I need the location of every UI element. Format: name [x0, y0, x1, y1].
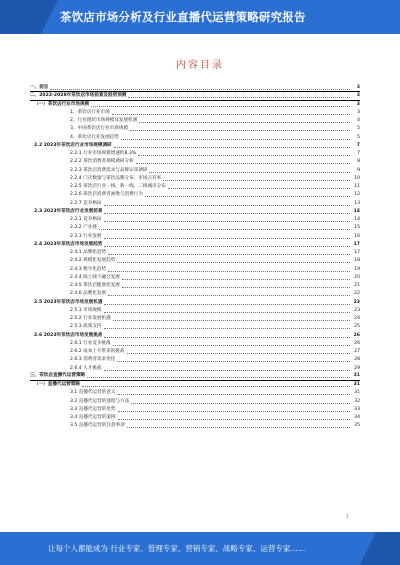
- toc-entry-title: 2.4.3 数字化趋势: [70, 266, 107, 272]
- toc-entry-page: 21: [354, 283, 360, 288]
- toc-entry-title: 2.3.1 竞争格局: [70, 217, 102, 222]
- toc-entry[interactable]: [30, 101, 360, 109]
- toc-entry[interactable]: [30, 340, 360, 348]
- toc-entry-title: 3.1 直播代运营的意义: [70, 390, 116, 396]
- toc-leader-dots: [108, 268, 350, 272]
- toc-entry[interactable]: [30, 158, 360, 166]
- toc-entry-title: 2.5.3 政策支持: [70, 324, 102, 330]
- toc-entry-title: 2.3.2 产业链: [70, 225, 97, 231]
- toc-entry-page: 17: [353, 241, 360, 247]
- toc-leader-dots: [121, 136, 350, 140]
- toc-entry-title: 2.5 2023年茶饮店市场发展机遇: [34, 299, 103, 305]
- toc-entry[interactable]: [30, 332, 360, 340]
- toc-entry[interactable]: [30, 175, 360, 183]
- toc-entry[interactable]: [30, 381, 360, 389]
- toc-leader-dots: [82, 383, 350, 387]
- toc-entry-page: 31: [353, 373, 360, 379]
- toc-entry-title: 2.2.1 行业市场规模增速约8.3%: [70, 151, 137, 156]
- toc-entry[interactable]: [30, 241, 360, 249]
- toc-leader-dots: [104, 210, 350, 214]
- toc-leader-dots: [108, 292, 350, 296]
- toc-leader-dots: [50, 86, 350, 90]
- toc-entry-page: 23: [353, 299, 360, 305]
- toc-leader-dots: [122, 276, 350, 280]
- toc-entry-title: 3.4 直播代运营的案例: [70, 415, 116, 420]
- toc-entry-title: 一、前言: [30, 84, 49, 90]
- toc-entry-title: 2.2.2 茶饮消费者规模调研分析: [70, 159, 134, 165]
- toc-entry-page: 26: [354, 340, 360, 346]
- header-accent: [0, 0, 58, 34]
- toc-entry-title: 2.2.4 门店数量与茶饮品牌分布，市场占有率: [70, 175, 162, 181]
- toc-entry-title: 2.3.3 行业发展: [70, 233, 102, 239]
- toc-entry-page: 26: [353, 332, 360, 338]
- toc-entry[interactable]: [30, 249, 360, 257]
- toc-entry-page: 3: [356, 92, 360, 98]
- footer-bar: [0, 532, 400, 565]
- toc-entry-page: 31: [353, 382, 360, 387]
- toc-entry-page: 24: [354, 316, 360, 321]
- toc-entry[interactable]: [30, 224, 360, 232]
- toc-leader-dots: [122, 284, 350, 288]
- toc-leader-dots: [118, 416, 350, 420]
- toc-leader-dots: [145, 193, 350, 197]
- toc-entry-page: 16: [354, 233, 360, 239]
- toc-leader-dots: [139, 119, 350, 123]
- toc-entry[interactable]: [30, 414, 360, 422]
- toc-entry-title: 三、茶饮店直播代运营策略: [30, 373, 86, 379]
- toc-entry[interactable]: [30, 398, 360, 406]
- toc-entry-page: 28: [354, 357, 360, 363]
- toc-leader-dots: [163, 177, 350, 181]
- toc-entry-page: 10: [354, 175, 360, 181]
- toc-entry[interactable]: [30, 373, 360, 381]
- toc-entry[interactable]: [30, 183, 360, 191]
- toc-entry-page: 15: [354, 225, 360, 231]
- toc-leader-dots: [104, 367, 350, 371]
- toc-leader-dots: [99, 226, 350, 230]
- toc-entry[interactable]: [30, 191, 360, 199]
- toc-entry-title: 2.4.4 线上线下融合发展: [70, 274, 120, 280]
- toc-entry-page: 3: [356, 84, 360, 90]
- toc-leader-dots: [118, 391, 350, 395]
- toc-leader-dots: [149, 169, 350, 173]
- toc-entry[interactable]: [30, 134, 360, 142]
- toc-leader-dots: [87, 374, 350, 378]
- toc-entry-page: 33: [354, 406, 360, 412]
- toc-entry-title: 2.5.2 行业发展机遇: [70, 316, 111, 321]
- toc-entry[interactable]: [30, 266, 360, 274]
- toc-entry-title: 二、2023-2028年茶饮店市场前景及趋势预测: [30, 92, 127, 98]
- toc-leader-dots: [113, 342, 350, 346]
- toc-entry-title: （一）茶饮店行业市场规模: [34, 101, 90, 107]
- toc-leader-dots: [112, 111, 350, 115]
- toc-entry-page: 14: [353, 208, 360, 214]
- toc-entry-title: 2.6.1 行业竞争挑战: [70, 340, 111, 346]
- toc-entry-page: 19: [354, 266, 360, 272]
- toc-leader-dots: [104, 202, 350, 206]
- toc-leader-dots: [104, 325, 350, 329]
- toc-entry-page: 14: [354, 217, 360, 222]
- toc-leader-dots: [128, 94, 350, 98]
- toc-entry-page: 9: [357, 167, 360, 173]
- toc-entry[interactable]: [30, 125, 360, 133]
- toc-entry-title: 2.2.3 茶饮店消费需求与品牌认知调研: [70, 167, 148, 173]
- toc-entry-title: 2.4.5 茶饮店健康化发展: [70, 283, 120, 288]
- toc-leader-dots: [138, 152, 350, 156]
- toc-entry-page: 27: [354, 349, 360, 354]
- toc-leader-dots: [104, 301, 350, 305]
- toc-entry[interactable]: [30, 356, 360, 364]
- toc-leader-dots: [104, 243, 350, 247]
- toc-entry-title: 2.6.3 消费者需求变化: [70, 357, 116, 363]
- toc-entry-page: 17: [354, 250, 360, 255]
- toc-leader-dots: [113, 317, 350, 321]
- toc-entry[interactable]: [30, 142, 360, 150]
- toc-entry-title: 3.5 直播代运营的注意事项: [70, 423, 125, 429]
- toc-entry-title: 1、茶饮店行业市场: [70, 109, 110, 115]
- toc-leader-dots: [104, 309, 350, 313]
- toc-entry-page: 22: [354, 291, 360, 297]
- toc-entry[interactable]: [30, 150, 360, 158]
- toc-entry-page: 5: [357, 134, 360, 140]
- toc-leader-dots: [91, 103, 350, 107]
- toc-leader-dots: [117, 358, 350, 362]
- toc-leader-dots: [104, 235, 350, 239]
- toc-entry[interactable]: [30, 422, 360, 430]
- toc-entry-page: 12: [354, 192, 360, 198]
- toc-entry-page: 34: [354, 415, 360, 420]
- toc-entry[interactable]: [30, 282, 360, 290]
- toc-entry-title: 3.2 直播代运营的流程与方法: [70, 398, 130, 404]
- toc-entry[interactable]: [30, 307, 360, 315]
- toc-entry-page: 23: [354, 307, 360, 313]
- toc-entry-title: 2.4.1 品牌化趋势: [70, 250, 107, 255]
- toc-entry[interactable]: [30, 200, 360, 208]
- toc-leader-dots: [136, 160, 350, 164]
- toc-entry-page: 32: [354, 398, 360, 404]
- toc-leader-dots: [118, 408, 350, 412]
- toc-entry[interactable]: [30, 109, 360, 117]
- toc-entry[interactable]: [30, 274, 360, 282]
- toc-entry-page: 7: [356, 142, 360, 148]
- toc-entry-page: 3: [357, 109, 360, 115]
- toc-entry-page: 3: [356, 101, 360, 107]
- toc-entry-page: 8: [357, 159, 360, 165]
- toc-leader-dots: [127, 424, 350, 428]
- table-of-contents: [30, 84, 360, 431]
- toc-entry-page: 35: [354, 423, 360, 429]
- toc-entry-title: 2.4 2023年茶饮店市场发展趋势: [34, 241, 103, 247]
- toc-entry-title: 3、中国茶饮店行业市场规模: [70, 126, 129, 132]
- toc-entry-title: 2.2.5 茶饮店行业一线、新一线、二线城市分布: [70, 184, 166, 189]
- toc-entry[interactable]: [30, 348, 360, 356]
- report-title: 茶饮店市场分析及行业直播代运营策略研究报告: [60, 10, 306, 24]
- toc-entry[interactable]: [30, 323, 360, 331]
- footer-slogan: 让每个人都能成为 行业专家、管理专家、营销专家、战略专家、运营专家……: [48, 544, 306, 553]
- toc-leader-dots: [117, 259, 350, 263]
- toc-entry-page: 18: [354, 258, 360, 264]
- toc-entry-title: 4、茶饮店行业发展趋势: [70, 134, 119, 140]
- toc-entry[interactable]: [30, 389, 360, 397]
- toc-leader-dots: [114, 144, 350, 148]
- toc-title: 内容目录: [176, 60, 224, 71]
- toc-entry[interactable]: [30, 117, 360, 125]
- toc-entry-page: 7: [357, 151, 360, 156]
- toc-entry-title: 2.2.7 竞争格局: [70, 200, 102, 206]
- toc-entry-title: 2.6 2023年茶饮店市场发展挑战: [34, 332, 103, 338]
- toc-entry[interactable]: [30, 216, 360, 224]
- toc-leader-dots: [104, 334, 350, 338]
- toc-leader-dots: [130, 127, 350, 131]
- toc-entry[interactable]: [30, 92, 360, 100]
- toc-entry-title: 2.3 2023年茶饮店行业发展前景: [34, 208, 103, 214]
- page-number: 1: [346, 514, 350, 520]
- toc-entry-page: 31: [354, 390, 360, 396]
- toc-entry[interactable]: [30, 257, 360, 265]
- toc-entry-page: 11: [354, 184, 360, 189]
- toc-entry-page: 25: [354, 324, 360, 330]
- toc-entry-title: 2.5.1 市场规模: [70, 307, 102, 313]
- toc-leader-dots: [108, 251, 350, 255]
- toc-entry-title: 2.2.6 茶饮店消费者画像与消费行为: [70, 192, 143, 198]
- toc-entry-title: 2.4.6 品牌化发展: [70, 291, 107, 297]
- toc-entry-page: 5: [357, 126, 360, 132]
- toc-entry-title: 2.2 2023年茶饮店行业市场规模调研: [34, 142, 112, 148]
- toc-entry[interactable]: [30, 315, 360, 323]
- toc-entry[interactable]: [30, 290, 360, 298]
- toc-entry[interactable]: [30, 167, 360, 175]
- toc-entry-title: 2.6.4 人才挑战: [70, 365, 102, 371]
- toc-entry-title: 2.6.2 成本上升带来的挑战: [70, 349, 125, 354]
- toc-entry-title: 3.3 直播代运营的优势: [70, 406, 116, 412]
- toc-entry[interactable]: [30, 299, 360, 307]
- toc-leader-dots: [104, 218, 350, 222]
- toc-entry-page: 13: [354, 200, 360, 206]
- toc-entry[interactable]: [30, 233, 360, 241]
- toc-leader-dots: [168, 185, 350, 189]
- toc-entry-title: 2.4.2 规模化发展趋势: [70, 258, 116, 264]
- toc-entry-page: 29: [354, 365, 360, 371]
- toc-leader-dots: [127, 350, 351, 354]
- toc-entry-title: （一）直播代运营策略: [34, 382, 80, 387]
- toc-entry-page: 20: [354, 274, 360, 280]
- toc-entry[interactable]: [30, 208, 360, 216]
- toc-entry-page: 4: [357, 118, 360, 123]
- toc-entry-title: 2、行业现状市场规模及发展机遇: [70, 118, 138, 123]
- toc-leader-dots: [131, 400, 350, 404]
- header-bar: [0, 0, 400, 34]
- toc-entry[interactable]: [30, 406, 360, 414]
